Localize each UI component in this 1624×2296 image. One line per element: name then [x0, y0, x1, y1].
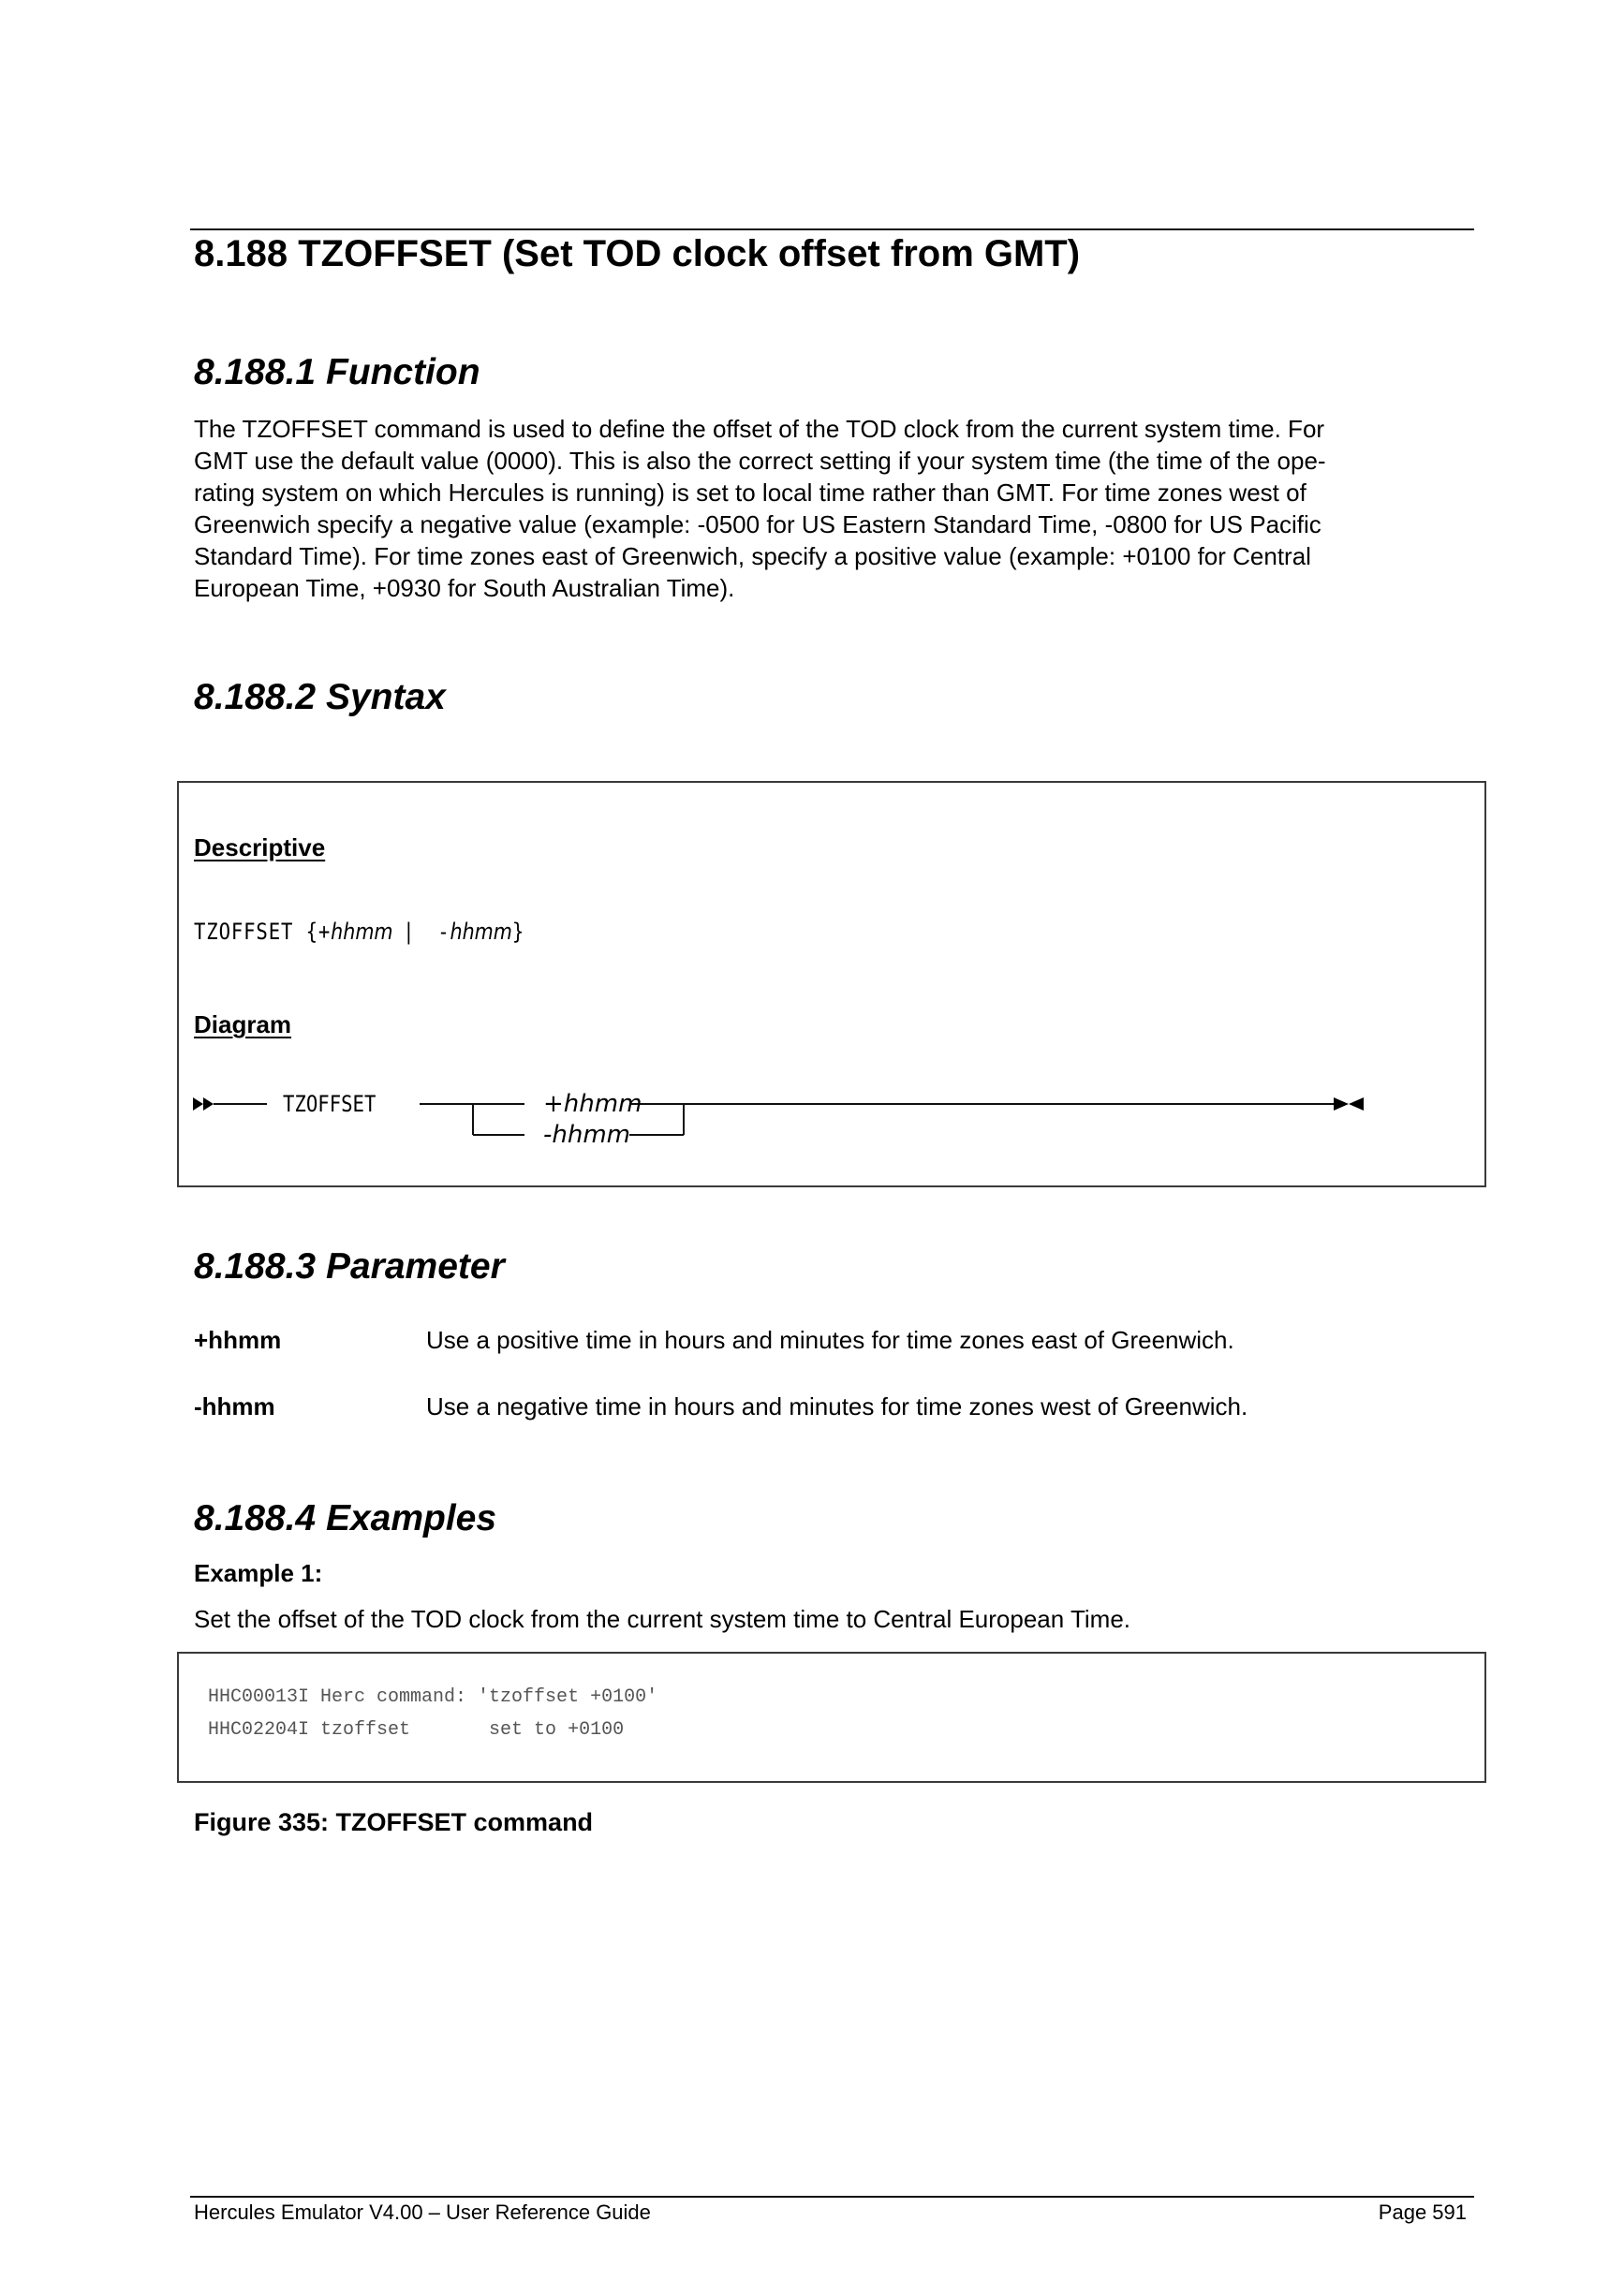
footer-rule: [190, 2196, 1474, 2198]
descriptive-label: Descriptive: [194, 833, 326, 861]
diagram-label: Diagram: [194, 1010, 292, 1038]
figure-caption: Figure 335: TZOFFSET command: [194, 1808, 594, 1836]
function-paragraph: [194, 413, 1477, 604]
syntax-opt2-prefix: -: [437, 919, 450, 945]
function-line: Standard Time). For time zones east of Greenwich, specify a positive value (example: +0100 for Central: [194, 542, 1311, 570]
syntax-heading: 8.188.2 Syntax: [194, 677, 446, 717]
syntax-box: [177, 781, 1486, 1187]
param-minus-description: Use a negative time in hours and minutes for time zones west of Greenwich.: [426, 1392, 1248, 1420]
footer-page-number: Page 591: [1378, 2200, 1467, 2224]
examples-heading: 8.188.4 Examples: [194, 1498, 497, 1538]
syntax-opt1: hhmm: [331, 919, 393, 945]
param-plus-name: +hhmm: [194, 1326, 282, 1354]
function-heading: 8.188.1 Function: [194, 352, 480, 392]
section-title: 8.188 TZOFFSET (Set TOD clock offset from GMT): [194, 233, 1081, 274]
syntax-command: TZOFFSET: [194, 919, 294, 945]
diagram-option-minus: -hhmm: [543, 1121, 630, 1149]
code-line-2: HHC02204I tzoffset set to +0100: [208, 1719, 625, 1741]
syntax-open-brace: {+: [305, 919, 332, 945]
example1-label: Example 1:: [194, 1559, 323, 1587]
param-plus-description: Use a positive time in hours and minutes for time zones east of Greenwich.: [426, 1326, 1234, 1354]
syntax-close-brace: }: [511, 919, 525, 945]
param-minus-name: -hhmm: [194, 1392, 275, 1420]
diagram-command: TZOFFSET: [283, 1091, 376, 1117]
syntax-separator: |: [405, 919, 413, 945]
footer-title: Hercules Emulator V4.00 – User Reference Guide: [194, 2200, 651, 2224]
function-line: Greenwich specify a negative value (example: -0500 for US Eastern Standard Time, -0800 for US Pacific: [194, 510, 1321, 538]
function-line: GMT use the default value (0000). This is also the correct setting if your system time (the time of the ope-: [194, 447, 1326, 475]
parameter-heading: 8.188.3 Parameter: [194, 1246, 505, 1287]
diagram-option-plus: +hhmm: [543, 1090, 642, 1118]
function-line: European Time, +0930 for South Australian Time).: [194, 574, 735, 602]
syntax-opt2: hhmm: [450, 919, 512, 945]
header-rule: [190, 228, 1474, 230]
function-line: rating system on which Hercules is running) is set to local time rather than GMT. For time zones west of: [194, 478, 1307, 507]
example1-code-box: [177, 1652, 1486, 1783]
code-line-1: HHC00013I Herc command: 'tzoffset +0100': [208, 1686, 658, 1708]
descriptive-syntax: [194, 918, 524, 946]
example1-description: Set the offset of the TOD clock from the current system time to Central European Time.: [194, 1605, 1130, 1633]
function-line: The TZOFFSET command is used to define the offset of the TOD clock from the current system time. For: [194, 415, 1325, 443]
